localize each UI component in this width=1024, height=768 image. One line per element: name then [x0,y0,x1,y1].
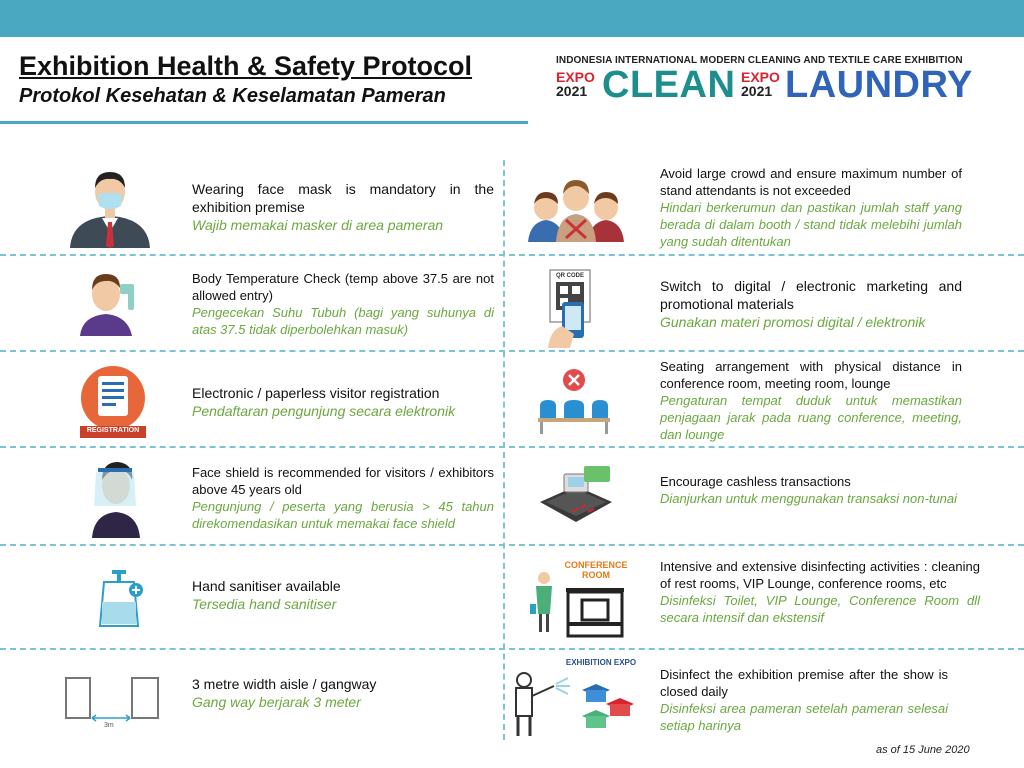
clean-expo-year [556,70,595,98]
item-indonesian: Gang way berjarak 3 meter [192,694,361,710]
item-english: Face shield is recommended for visitors / exhibitors above 45 years old [192,465,494,497]
laundry-logo-word: LAUNDRY [785,64,973,106]
registration-caption: REGISTRATION [86,427,140,434]
item-english: Body Temperature Check (temp above 37.5 are not allowed entry) [192,271,494,303]
row-divider [0,648,1024,650]
item-english: Avoid large crowd and ensure maximum number of stand attendants is not exceeded [660,166,962,198]
exhibition-expo-caption: EXHIBITION EXPO [565,658,637,667]
item-english: 3 metre width aisle / gangway [192,676,377,692]
protocol-item-seating [660,358,962,443]
expo-label: EXPO [556,69,595,85]
item-indonesian: Tersedia hand sanitiser [192,596,337,612]
protocol-item-digital-marketing [660,277,962,331]
conference-room-cleaning-icon [528,558,628,638]
laundry-expo-year [741,70,780,98]
item-english: Encourage cashless transactions [660,474,851,489]
top-accent-bar [0,0,1024,37]
item-indonesian: Pengecekan Suhu Tubuh (bagi yang suhunya di atas 37.5 tidak diperbolehkan masuk) [192,305,494,337]
row-divider [0,544,1024,546]
row-divider [0,350,1024,352]
card-terminal-icon [536,462,616,532]
protocol-item-face-mask [192,180,494,234]
year-label: 2021 [741,83,773,99]
page-subtitle: Protokol Kesehatan & Keselamatan Pameran [19,85,446,107]
conference-room-caption: CONFERENCE ROOM [564,560,628,580]
item-indonesian: Disinfeksi area pameran setelah pameran selesai setiap harinya [660,701,948,733]
item-indonesian: Dianjurkan untuk menggunakan transaksi non-tunai [660,491,958,506]
face-mask-person-icon [62,166,158,248]
item-indonesian: Pengunjung / peserta yang berusia > 45 tahun direkomendasikan untuk memakai face shield [192,499,494,531]
item-english: Seating arrangement with physical distance in conference room, meeting room, lounge [660,359,962,391]
protocol-item-face-shield [192,464,494,532]
item-indonesian: Hindari berkerumun dan pastikan jumlah staff yang berada di dalam booth / stand tidak melebihi jumlah yang sudah ditentukan [660,200,962,249]
clean-logo-word: CLEAN [602,64,736,106]
protocol-item-sanitiser [192,577,494,613]
face-shield-icon [88,454,144,538]
column-divider [503,160,505,740]
item-indonesian: Wajib memakai masker di area pameran [192,217,444,233]
exhibition-spraying-icon [510,656,640,740]
item-english: Intensive and extensive disinfecting activities : cleaning of rest rooms, VIP Lounge, conference rooms, etc [660,559,980,591]
item-english: Disinfect the exhibition premise after the show is closed daily [660,667,948,699]
aisle-distance-icon [64,672,160,732]
row-divider [0,254,1024,256]
item-indonesian: Pengaturan tempat duduk untuk memastikan penjagaan jarak pada ruang conference, meeting, dan lounge [660,393,962,442]
item-indonesian: Pendaftaran pengunjung secara elektronik [192,403,456,419]
item-indonesian: Gunakan materi promosi digital / elektronik [660,314,926,330]
brand-tagline: INDONESIA INTERNATIONAL MODERN CLEANING AND TEXTILE CARE EXHIBITION [556,55,963,66]
distanced-seating-icon [536,364,612,438]
expo-label: EXPO [741,69,780,85]
row-divider [0,446,1024,448]
protocol-item-daily-disinfect [660,666,948,734]
hand-sanitiser-icon [96,568,146,628]
qr-code-caption: QR CODE [556,273,585,279]
aisle-width-label: 3m [104,722,114,729]
protocol-item-aisle [192,675,494,711]
item-indonesian: Disinfeksi Toilet, VIP Lounge, Conference Room dll secara intensif dan ekstensif [660,593,980,625]
protocol-item-cashless [660,473,962,507]
title-underline-rule [0,121,528,124]
item-english: Switch to digital / electronic marketing and promotional materials [660,278,962,312]
registration-tablet-icon [78,364,148,438]
item-english: Wearing face mask is mandatory in the exhibition premise [192,181,494,215]
protocol-item-registration [192,384,494,420]
protocol-item-temperature [192,270,494,338]
protocol-item-disinfecting [660,558,980,626]
item-english: Hand sanitiser available [192,578,341,594]
as-of-date-note: as of 15 June 2020 [876,744,970,756]
year-label: 2021 [556,83,588,99]
thermometer-check-icon [76,266,146,336]
item-english: Electronic / paperless visitor registration [192,385,440,401]
protocol-item-crowd [660,165,962,250]
crowd-limit-icon [526,172,626,242]
qr-code-phone-icon [540,268,604,348]
page-title: Exhibition Health & Safety Protocol [19,51,473,81]
